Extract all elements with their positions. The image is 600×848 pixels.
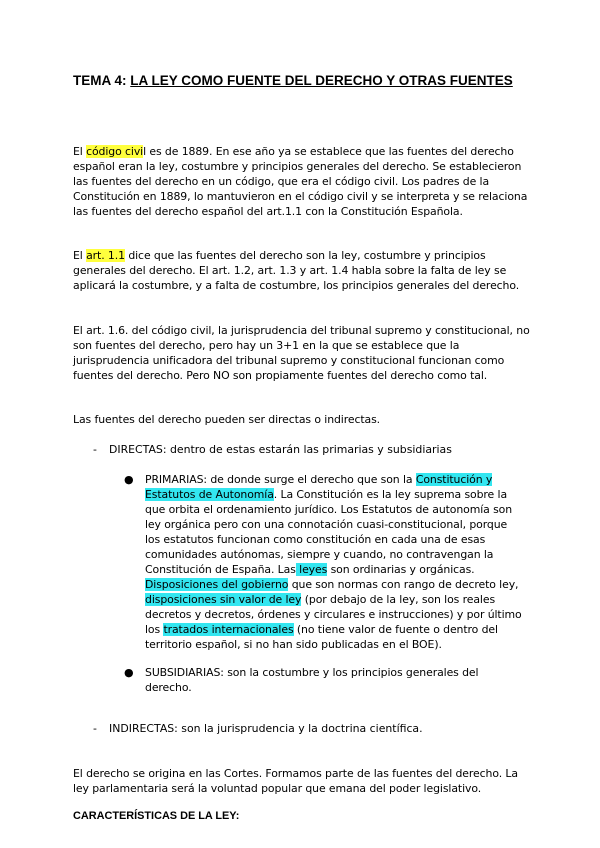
paragraph-codigo-civil [73, 144, 533, 219]
text-run: (no tiene valor de fuente o dentro del territorio español, si no han sido publicadas en el BOE). [145, 623, 498, 651]
text-run: que son normas con rango de decreto ley, [288, 578, 519, 591]
page-title [73, 72, 543, 90]
highlight-disposiciones-gobierno: Disposiciones del gobierno [145, 578, 289, 591]
dash-marker: - [93, 443, 97, 456]
indirectas-text: INDIRECTAS: son la jurisprudencia y la doctrina científica. [109, 722, 423, 735]
highlight-constitucion: Constitución y Estatutos de Autonomía [145, 473, 493, 501]
text-run: (por debajo de la ley, son los reales decretos y decretos, órdenes y circulares e instrucciones) y por último los [145, 593, 522, 636]
highlight-codigo-civil: código civi [86, 145, 144, 158]
paragraph-art-1-1 [73, 248, 533, 293]
directas-text: DIRECTAS: dentro de estas estarán las primarias y subsidiarias [109, 443, 452, 456]
paragraph-cortes: El derecho se origina en las Cortes. Formamos parte de las fuentes del derecho. La ley parlamentaria será la voluntad popular que emana del poder legislativo. [73, 767, 518, 795]
list-item-directas [93, 442, 523, 457]
paragraph-art-1-6: El art. 1.6. del código civil, la jurisprudencia del tribunal supremo y constitucional, no son fuentes del derecho, pero hay un 3+1 en la que se establece que la jurisprudencia unificadora del tribunal supremo y constitucional funcionan como fuentes del derecho. Pero NO son propiamente fuentes del derecho como tal. [73, 324, 530, 382]
text-run: . La Constitución es la ley suprema sobre la que orbita el ordenamiento jurídico. Los Estatutos de autonomía son ley orgánica pero con una connotación cuasi-constitucional, porque los estatutos funcionan como constitución en cada una de esas comunidades autónomas, siempre y cuando, no contravengan la Constitución de España. Las [145, 488, 513, 576]
bullet-icon: ● [124, 666, 134, 679]
highlight-leyes: leyes [295, 563, 328, 576]
title-prefix: TEMA 4: [73, 73, 131, 88]
subsidiarias-text: SUBSIDIARIAS: son la costumbre y los principios generales del derecho. [145, 666, 479, 694]
paragraph-fuentes-tipos: Las fuentes del derecho pueden ser directas o indirectas. [73, 413, 381, 426]
text-run: El [73, 249, 87, 262]
text-run: dice que las fuentes del derecho son la ley, costumbre y principios generales del derecho. El art. 1.2, art. 1.3 y art. 1.4 habla sobre la falta de ley se aplicará la costumbre, y a falta de costumbre, los principios generales del derecho. [73, 249, 520, 292]
section-heading-caracteristicas: CARACTERÍSTICAS DE LA LEY: [73, 810, 240, 822]
text-run: PRIMARIAS: de donde surge el derecho que son la [145, 473, 416, 486]
text-run: l es de 1889. En ese año ya se establece que las fuentes del derecho español eran la ley, costumbre y principios generales del derecho. Se establecieron las fuentes del derecho en un código, que era el código civil. Los padres de la Constitución en 1889, lo mantuvieron en el código civil y se interpreta y se relaciona las fuentes del derecho español del art.1.1 con la Constitución Española. [73, 145, 528, 218]
list-item-indirectas [93, 721, 523, 736]
highlight-tratados: tratados internacionales [163, 623, 294, 636]
highlight-art-1-1: art. 1.1 [86, 249, 125, 262]
text-run: El [73, 145, 87, 158]
bullet-icon: ● [124, 473, 134, 486]
highlight-disposiciones-sin-valor: disposiciones sin valor de ley [145, 593, 302, 606]
list-item-subsidiarias [124, 665, 524, 695]
text-run: son ordinarias y orgánicas. [327, 563, 475, 576]
dash-marker: - [93, 722, 97, 735]
list-item-primarias [124, 472, 524, 652]
title-main: LA LEY COMO FUENTE DEL DERECHO Y OTRAS FUENTES [130, 73, 513, 88]
primarias-text [145, 472, 524, 652]
